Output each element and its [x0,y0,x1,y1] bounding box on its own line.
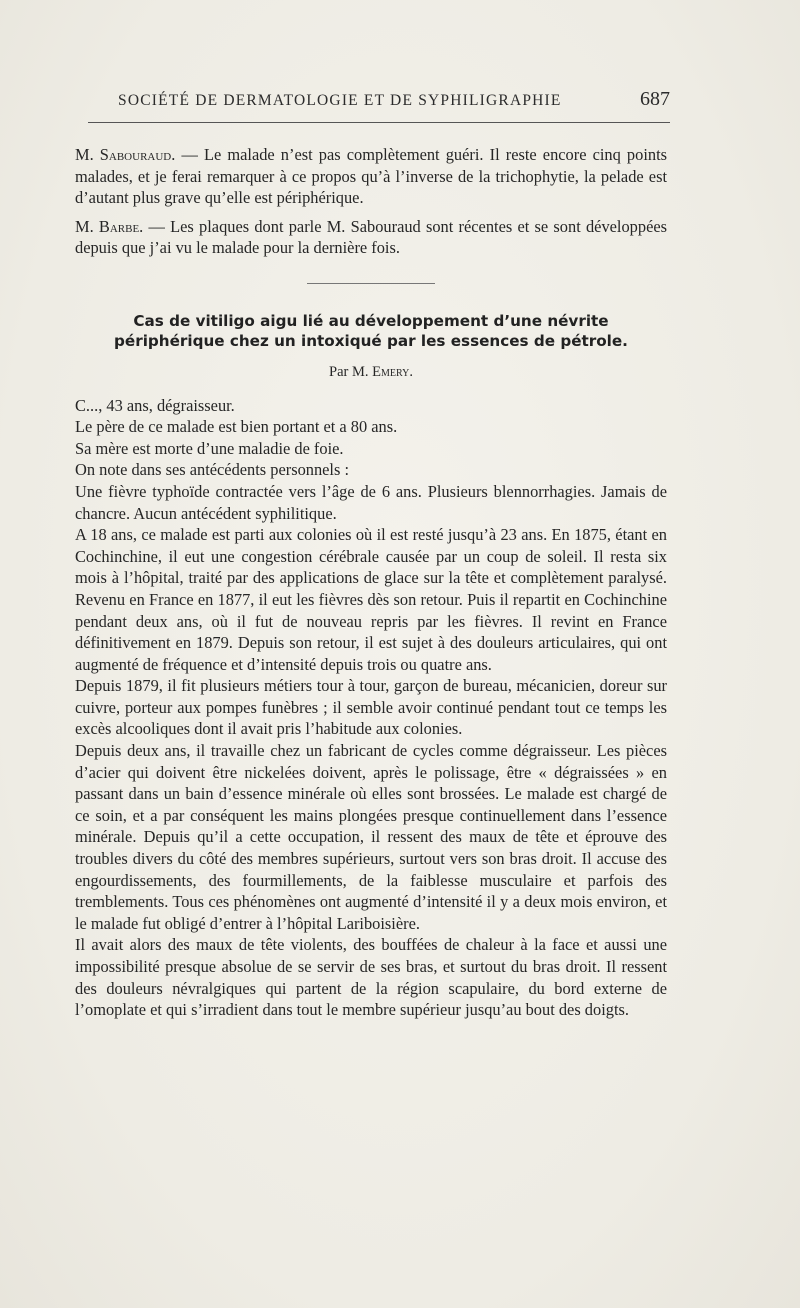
speaker-barbe: M. Barbe. [75,216,144,236]
running-title: SOCIÉTÉ DE DERMATOLOGIE ET DE SYPHILIGRAPHIE [118,92,562,109]
sabouraud-remark: — Le malade n’est pas complètement guéri. Il reste encore cinq points malades, et je ferai remarquer à ce propos qu’à l’inverse de la trichophytie, la pelade est d’autant plus grave qu’elle est périphérique. [75,145,667,208]
barbe-remark: — Les plaques dont parle M. Sabouraud sont récentes et se sont développées depuis que j’ai vu le malade pour la dernière fois. [75,216,667,258]
article-paragraph: On note dans ses antécédents personnels : [75,460,350,480]
body-text [75,144,667,1021]
speaker-sabouraud: M. Sabouraud. [75,145,176,164]
byline-author: Emery. [372,363,413,380]
article-paragraph: Le père de ce malade est bien portant et a 80 ans. [75,417,398,437]
section-separator [307,283,435,284]
article-byline [75,362,667,384]
discussion-barbe [75,216,667,259]
article-paragraph: Une fièvre typhoïde contractée vers l’âge de 6 ans. Plusieurs blennorrhagies. Jamais de chancre. Aucun antécédent syphilitique. [75,481,667,523]
article-paragraph: C..., 43 ans, dégraisseur. [75,395,235,415]
article-paragraph: Depuis deux ans, il travaille chez un fabricant de cycles comme dégraisseur. Les pièces d’acier qui doivent être nickelées doivent, après le polissage, être « dégraissées » en passant dans un bain d’essence minérale où elles sont brossées. Le malade est chargé de ce soin, et a par conséquent les mains plongées presque continuellement dans l’essence minérale. Depuis qu’il a cette occupation, il ressent des maux de tête et éprouve des troubles divers du côté des membres supérieurs, surtout vers son bras droit. Il accuse des engourdissements, des fourmillements, de la faiblesse musculaire et parfois des tremblements. Tous ces phénomènes ont augmenté d’intensité il y a deux mois environ, et le malade fut obligé d’entrer à l’hôpital Lariboisière. [75,741,667,933]
article-paragraph: A 18 ans, ce malade est parti aux colonies où il est resté jusqu’à 23 ans. En 1875, étant en Cochinchine, il eut une congestion cérébrale causée par un coup de soleil. Il resta six mois à l’hôpital, traité par des applications de glace sur la tête et complètement paralysé. Revenu en France en 1877, il eut les fièvres dès son retour. Puis il repartit en Cochinchine pendant deux ans, où il fut de nouveau repris par les fièvres. Il revint en France définitivement en 1879. Depuis son retour, il est sujet à des douleurs articulaires, qui ont augmenté de fréquence et d’intensité depuis trois ou quatre ans. [75,525,667,674]
article-title: Cas de vitiligo aigu lié au développement d’une névrite périphérique chez un intoxiqué par les essences de pétrole. [114,311,628,351]
running-head [88,88,670,114]
header-rule [88,122,670,123]
article-paragraph: Depuis 1879, il fit plusieurs métiers tour à tour, garçon de bureau, mécanicien, doreur sur cuivre, porteur aux pompes funèbres ; il semble avoir continué pendant tout ce temps les excès alcooliques dont il avait pris l’habitude aux colonies. [75,676,667,739]
page-number: 687 [640,88,670,110]
article-paragraph: Sa mère est morte d’une maladie de foie. [75,438,344,458]
discussion-sabouraud [75,144,667,209]
byline-prefix: Par M. [329,363,373,380]
article-paragraph: Il avait alors des maux de tête violents, des bouffées de chaleur à la face et aussi une impossibilité presque absolue de se servir de ses bras, et surtout du bras droit. Il ressent des douleurs névralgiques qui partent de la région scapulaire, du bord externe de l’omoplate et qui s’irradient dans tout le membre supérieur jusqu’au bout des doigts. [75,935,667,1020]
